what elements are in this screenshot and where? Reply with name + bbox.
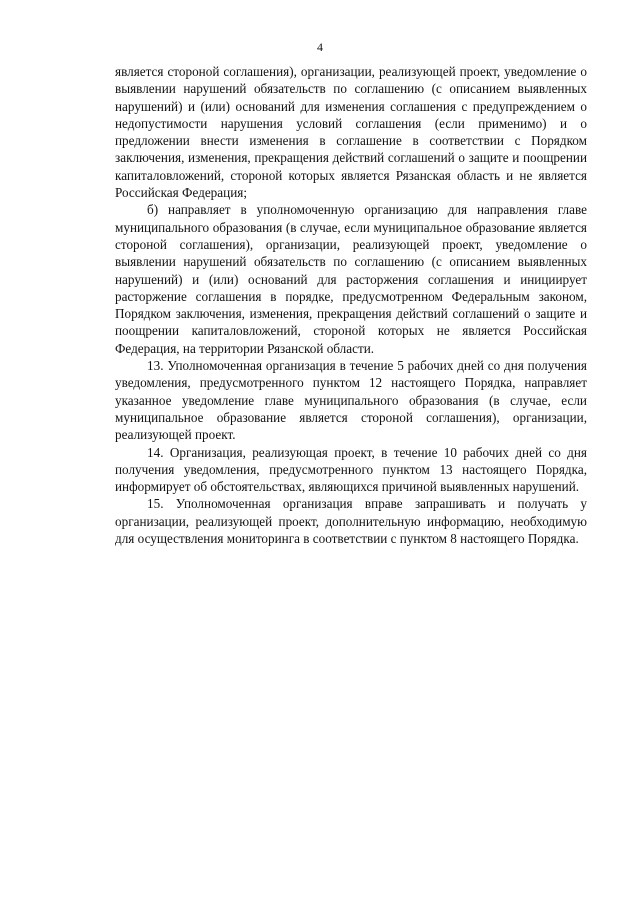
paragraph-continuation: является стороной соглашения), организации, реализующей проект, уведомление о выявлении нарушений обязательств по соглашению (с описанием выявленных нарушений) и (или) оснований для изменения соглашения с предупреждением о недопустимости нарушения условий соглашения (если применимо) и о предложении внести изменения в соглашение в соответствии с Порядком заключения, изменения, прекращения действий соглашений о защите и поощрении капиталовложений, стороной которых является Рязанская область и не является Российская Федерация; — [115, 64, 587, 201]
paragraph-subitem-b: б) направляет в уполномоченную организацию для направления главе муниципального образования (в случае, если муниципальное образование является стороной соглашения), организации, реализующей проект, уведомление о выявлении нарушений обязательств по соглашению (с описанием выявленных нарушений) и (или) оснований для расторжения соглашения и инициирует расторжение соглашения в порядке, предусмотренном Федеральным законом, Порядком заключения, изменения, прекращения действий соглашений о защите и поощрении капиталовложений, стороной которых не является Российская Федерация, на территории Рязанской области. — [115, 202, 587, 356]
page-number: 4 — [317, 40, 323, 54]
paragraph-item-13: 13. Уполномоченная организация в течение 5 рабочих дней со дня получения уведомления, предусмотренного пунктом 12 настоящего Порядка, направляет указанное уведомление главе муниципального образования (в случае, если муниципальное образование является стороной соглашения), организации, реализующей проект. — [115, 358, 587, 443]
paragraph-item-15: 15. Уполномоченная организация вправе запрашивать и получать у организации, реализующей проект, дополнительную информацию, необходимую для осуществления мониторинга в соответствии с пунктом 8 настоящего Порядка. — [115, 496, 587, 547]
document-body — [115, 63, 587, 547]
paragraph-item-14: 14. Организация, реализующая проект, в течение 10 рабочих дней со дня получения уведомления, предусмотренного пунктом 13 настоящего Порядка, информирует об обстоятельствах, являющихся причиной выявленных нарушений. — [115, 444, 587, 495]
